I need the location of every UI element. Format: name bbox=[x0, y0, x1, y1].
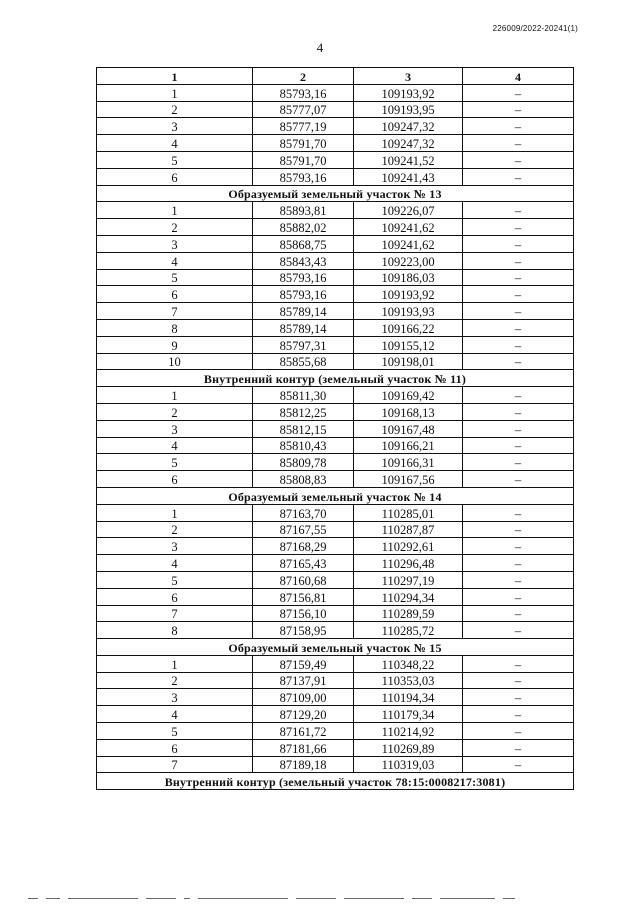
y-coordinate-cell: 109167,56 bbox=[354, 471, 463, 488]
point-number-cell: 9 bbox=[97, 336, 253, 353]
y-coordinate-cell: 109193,95 bbox=[354, 101, 463, 118]
x-coordinate-cell: 87181,66 bbox=[253, 739, 354, 756]
y-coordinate-cell: 110289,59 bbox=[354, 605, 463, 622]
x-coordinate-cell: 85789,14 bbox=[253, 319, 354, 336]
point-number-cell: 4 bbox=[97, 555, 253, 572]
x-coordinate-cell: 87189,18 bbox=[253, 756, 354, 773]
column-header: 1 bbox=[97, 68, 253, 85]
x-coordinate-cell: 85793,16 bbox=[253, 269, 354, 286]
point-number-cell: 1 bbox=[97, 202, 253, 219]
table-row bbox=[97, 521, 574, 538]
table-row bbox=[97, 319, 574, 336]
x-coordinate-cell: 85777,07 bbox=[253, 101, 354, 118]
table-row bbox=[97, 235, 574, 252]
x-coordinate-cell: 85882,02 bbox=[253, 219, 354, 236]
y-coordinate-cell: 109241,52 bbox=[354, 151, 463, 168]
point-number-cell: 4 bbox=[97, 135, 253, 152]
dash-cell: – bbox=[463, 672, 574, 689]
y-coordinate-cell: 110287,87 bbox=[354, 521, 463, 538]
section-heading-row bbox=[97, 773, 574, 790]
table-row bbox=[97, 303, 574, 320]
dash-cell: – bbox=[463, 286, 574, 303]
table-row bbox=[97, 151, 574, 168]
dash-cell: – bbox=[463, 756, 574, 773]
y-coordinate-cell: 110348,22 bbox=[354, 655, 463, 672]
point-number-cell: 4 bbox=[97, 437, 253, 454]
section-heading-row bbox=[97, 185, 574, 202]
section-heading-row bbox=[97, 487, 574, 504]
dash-cell: – bbox=[463, 151, 574, 168]
x-coordinate-cell: 85793,16 bbox=[253, 84, 354, 101]
y-coordinate-cell: 110319,03 bbox=[354, 756, 463, 773]
section-title: Образуемый земельный участок № 15 bbox=[97, 639, 574, 656]
y-coordinate-cell: 109198,01 bbox=[354, 353, 463, 370]
dash-cell: – bbox=[463, 219, 574, 236]
table-row bbox=[97, 387, 574, 404]
table-row bbox=[97, 252, 574, 269]
dash-cell: – bbox=[463, 303, 574, 320]
x-coordinate-cell: 85843,43 bbox=[253, 252, 354, 269]
dash-cell: – bbox=[463, 135, 574, 152]
y-coordinate-cell: 110214,92 bbox=[354, 723, 463, 740]
dash-cell: – bbox=[463, 706, 574, 723]
point-number-cell: 5 bbox=[97, 454, 253, 471]
y-coordinate-cell: 109193,92 bbox=[354, 84, 463, 101]
point-number-cell: 1 bbox=[97, 504, 253, 521]
y-coordinate-cell: 109247,32 bbox=[354, 135, 463, 152]
dash-cell: – bbox=[463, 555, 574, 572]
dash-cell: – bbox=[463, 387, 574, 404]
point-number-cell: 3 bbox=[97, 235, 253, 252]
y-coordinate-cell: 109241,62 bbox=[354, 219, 463, 236]
table-row bbox=[97, 269, 574, 286]
dash-cell: – bbox=[463, 353, 574, 370]
point-number-cell: 1 bbox=[97, 655, 253, 672]
y-coordinate-cell: 109166,31 bbox=[354, 454, 463, 471]
x-coordinate-cell: 85810,43 bbox=[253, 437, 354, 454]
point-number-cell: 3 bbox=[97, 118, 253, 135]
section-heading-row bbox=[97, 639, 574, 656]
point-number-cell: 4 bbox=[97, 252, 253, 269]
y-coordinate-cell: 110269,89 bbox=[354, 739, 463, 756]
point-number-cell: 8 bbox=[97, 622, 253, 639]
point-number-cell: 6 bbox=[97, 286, 253, 303]
point-number-cell: 2 bbox=[97, 101, 253, 118]
dash-cell: – bbox=[463, 437, 574, 454]
section-title: Внутренний контур (земельный участок № 11) bbox=[97, 370, 574, 387]
point-number-cell: 6 bbox=[97, 168, 253, 185]
y-coordinate-cell: 109241,43 bbox=[354, 168, 463, 185]
x-coordinate-cell: 85797,31 bbox=[253, 336, 354, 353]
y-coordinate-cell: 109167,48 bbox=[354, 420, 463, 437]
x-coordinate-cell: 87161,72 bbox=[253, 723, 354, 740]
document-id: 226009/2022-20241(1) bbox=[492, 24, 578, 33]
point-number-cell: 7 bbox=[97, 756, 253, 773]
x-coordinate-cell: 85868,75 bbox=[253, 235, 354, 252]
point-number-cell: 6 bbox=[97, 588, 253, 605]
table-row bbox=[97, 706, 574, 723]
table-row bbox=[97, 84, 574, 101]
x-coordinate-cell: 87156,10 bbox=[253, 605, 354, 622]
table-row bbox=[97, 420, 574, 437]
dash-cell: – bbox=[463, 454, 574, 471]
x-coordinate-cell: 87160,68 bbox=[253, 571, 354, 588]
x-coordinate-cell: 87158,95 bbox=[253, 622, 354, 639]
table-row bbox=[97, 403, 574, 420]
dash-cell: – bbox=[463, 471, 574, 488]
point-number-cell: 8 bbox=[97, 319, 253, 336]
y-coordinate-cell: 110292,61 bbox=[354, 538, 463, 555]
point-number-cell: 2 bbox=[97, 403, 253, 420]
x-coordinate-cell: 85812,25 bbox=[253, 403, 354, 420]
table-row bbox=[97, 672, 574, 689]
point-number-cell: 2 bbox=[97, 521, 253, 538]
dash-cell: – bbox=[463, 622, 574, 639]
point-number-cell: 5 bbox=[97, 571, 253, 588]
y-coordinate-cell: 109223,00 bbox=[354, 252, 463, 269]
table-row bbox=[97, 101, 574, 118]
y-coordinate-cell: 110297,19 bbox=[354, 571, 463, 588]
x-coordinate-cell: 85789,14 bbox=[253, 303, 354, 320]
x-coordinate-cell: 87159,49 bbox=[253, 655, 354, 672]
dash-cell: – bbox=[463, 403, 574, 420]
point-number-cell: 3 bbox=[97, 420, 253, 437]
y-coordinate-cell: 109166,21 bbox=[354, 437, 463, 454]
point-number-cell: 10 bbox=[97, 353, 253, 370]
dash-cell: – bbox=[463, 571, 574, 588]
x-coordinate-cell: 87156,81 bbox=[253, 588, 354, 605]
dash-cell: – bbox=[463, 269, 574, 286]
table-row bbox=[97, 168, 574, 185]
point-number-cell: 6 bbox=[97, 739, 253, 756]
table-row bbox=[97, 723, 574, 740]
table-row bbox=[97, 471, 574, 488]
point-number-cell: 5 bbox=[97, 269, 253, 286]
section-heading-row bbox=[97, 370, 574, 387]
y-coordinate-cell: 109169,42 bbox=[354, 387, 463, 404]
section-title: Образуемый земельный участок № 14 bbox=[97, 487, 574, 504]
dash-cell: – bbox=[463, 168, 574, 185]
x-coordinate-cell: 85777,19 bbox=[253, 118, 354, 135]
point-number-cell: 2 bbox=[97, 219, 253, 236]
table-row bbox=[97, 622, 574, 639]
point-number-cell: 6 bbox=[97, 471, 253, 488]
y-coordinate-cell: 109193,92 bbox=[354, 286, 463, 303]
x-coordinate-cell: 87129,20 bbox=[253, 706, 354, 723]
y-coordinate-cell: 109168,13 bbox=[354, 403, 463, 420]
table-row bbox=[97, 538, 574, 555]
table-row bbox=[97, 739, 574, 756]
y-coordinate-cell: 110296,48 bbox=[354, 555, 463, 572]
table-row bbox=[97, 689, 574, 706]
dash-cell: – bbox=[463, 723, 574, 740]
table-row bbox=[97, 336, 574, 353]
y-coordinate-cell: 110179,34 bbox=[354, 706, 463, 723]
dash-cell: – bbox=[463, 319, 574, 336]
table-row bbox=[97, 118, 574, 135]
x-coordinate-cell: 85791,70 bbox=[253, 151, 354, 168]
point-number-cell: 1 bbox=[97, 387, 253, 404]
y-coordinate-cell: 109226,07 bbox=[354, 202, 463, 219]
table-row bbox=[97, 454, 574, 471]
table-row bbox=[97, 202, 574, 219]
y-coordinate-cell: 110294,34 bbox=[354, 588, 463, 605]
dash-cell: – bbox=[463, 84, 574, 101]
table-header-row bbox=[97, 68, 574, 85]
table-row bbox=[97, 605, 574, 622]
x-coordinate-cell: 85809,78 bbox=[253, 454, 354, 471]
table-row bbox=[97, 135, 574, 152]
table-row bbox=[97, 353, 574, 370]
x-coordinate-cell: 85855,68 bbox=[253, 353, 354, 370]
x-coordinate-cell: 87163,70 bbox=[253, 504, 354, 521]
table-row bbox=[97, 655, 574, 672]
dash-cell: – bbox=[463, 739, 574, 756]
y-coordinate-cell: 110194,34 bbox=[354, 689, 463, 706]
table-row bbox=[97, 555, 574, 572]
y-coordinate-cell: 110285,01 bbox=[354, 504, 463, 521]
dash-cell: – bbox=[463, 336, 574, 353]
x-coordinate-cell: 87168,29 bbox=[253, 538, 354, 555]
dash-cell: – bbox=[463, 235, 574, 252]
x-coordinate-cell: 85793,16 bbox=[253, 286, 354, 303]
table-row bbox=[97, 756, 574, 773]
y-coordinate-cell: 109155,12 bbox=[354, 336, 463, 353]
y-coordinate-cell: 109241,62 bbox=[354, 235, 463, 252]
x-coordinate-cell: 85812,15 bbox=[253, 420, 354, 437]
x-coordinate-cell: 85793,16 bbox=[253, 168, 354, 185]
column-header: 4 bbox=[463, 68, 574, 85]
dash-cell: – bbox=[463, 605, 574, 622]
point-number-cell: 3 bbox=[97, 538, 253, 555]
point-number-cell: 4 bbox=[97, 706, 253, 723]
table-row bbox=[97, 219, 574, 236]
y-coordinate-cell: 110353,03 bbox=[354, 672, 463, 689]
x-coordinate-cell: 85893,81 bbox=[253, 202, 354, 219]
point-number-cell: 2 bbox=[97, 672, 253, 689]
x-coordinate-cell: 85791,70 bbox=[253, 135, 354, 152]
y-coordinate-cell: 109186,03 bbox=[354, 269, 463, 286]
point-number-cell: 7 bbox=[97, 605, 253, 622]
x-coordinate-cell: 87165,43 bbox=[253, 555, 354, 572]
x-coordinate-cell: 87137,91 bbox=[253, 672, 354, 689]
dash-cell: – bbox=[463, 689, 574, 706]
coordinates-table bbox=[96, 67, 574, 790]
y-coordinate-cell: 109193,93 bbox=[354, 303, 463, 320]
point-number-cell: 1 bbox=[97, 84, 253, 101]
table-row bbox=[97, 588, 574, 605]
table-body bbox=[97, 84, 574, 789]
dash-cell: – bbox=[463, 420, 574, 437]
dash-cell: – bbox=[463, 118, 574, 135]
x-coordinate-cell: 85811,30 bbox=[253, 387, 354, 404]
point-number-cell: 5 bbox=[97, 151, 253, 168]
point-number-cell: 3 bbox=[97, 689, 253, 706]
x-coordinate-cell: 87167,55 bbox=[253, 521, 354, 538]
dash-cell: – bbox=[463, 504, 574, 521]
bottom-scan-marks bbox=[28, 896, 618, 900]
y-coordinate-cell: 110285,72 bbox=[354, 622, 463, 639]
table-row bbox=[97, 437, 574, 454]
point-number-cell: 7 bbox=[97, 303, 253, 320]
section-title: Образуемый земельный участок № 13 bbox=[97, 185, 574, 202]
column-header: 3 bbox=[354, 68, 463, 85]
page-number: 4 bbox=[316, 40, 324, 55]
dash-cell: – bbox=[463, 655, 574, 672]
x-coordinate-cell: 85808,83 bbox=[253, 471, 354, 488]
y-coordinate-cell: 109247,32 bbox=[354, 118, 463, 135]
dash-cell: – bbox=[463, 588, 574, 605]
dash-cell: – bbox=[463, 252, 574, 269]
dash-cell: – bbox=[463, 101, 574, 118]
table-row bbox=[97, 504, 574, 521]
dash-cell: – bbox=[463, 538, 574, 555]
x-coordinate-cell: 87109,00 bbox=[253, 689, 354, 706]
section-title: Внутренний контур (земельный участок 78:15:0008217:3081) bbox=[97, 773, 574, 790]
dash-cell: – bbox=[463, 202, 574, 219]
table-row bbox=[97, 571, 574, 588]
table-row bbox=[97, 286, 574, 303]
dash-cell: – bbox=[463, 521, 574, 538]
point-number-cell: 5 bbox=[97, 723, 253, 740]
column-header: 2 bbox=[253, 68, 354, 85]
y-coordinate-cell: 109166,22 bbox=[354, 319, 463, 336]
